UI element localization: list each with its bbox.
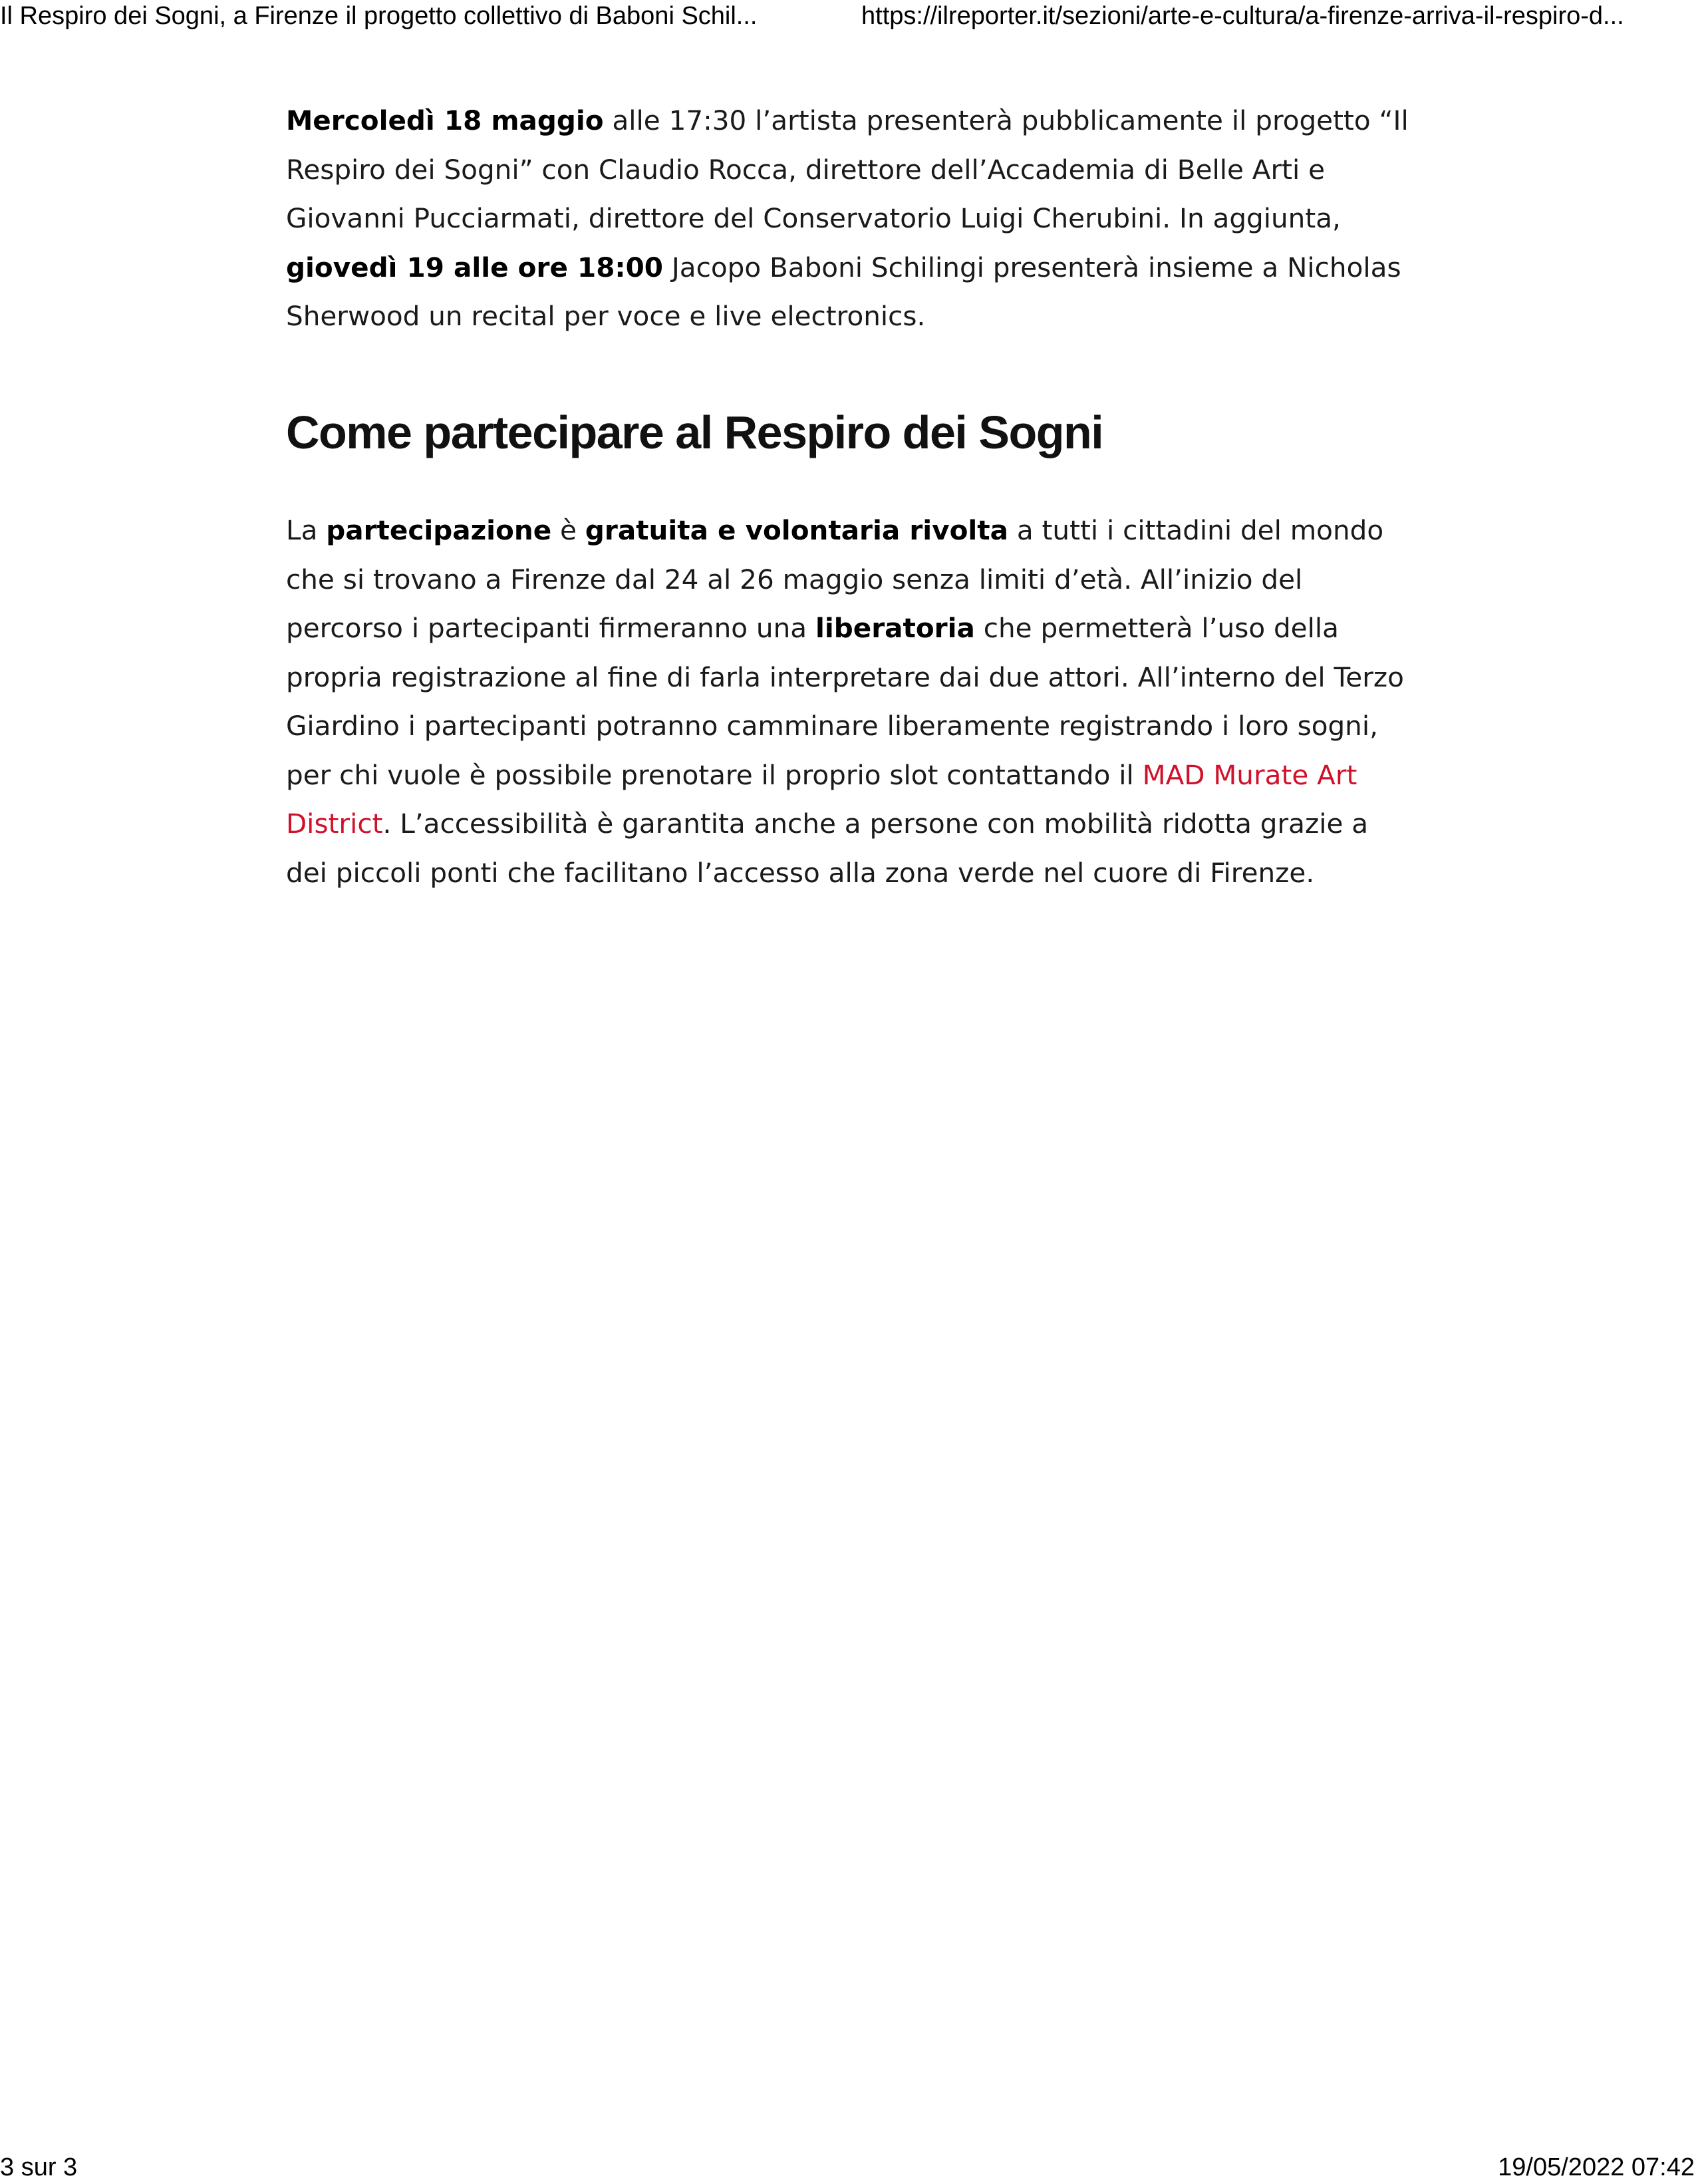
paragraph-text: a tutti i cittadini del mondo che si trovano a Firenze dal 24 al 26 maggio senza limiti d’età. All’inizio del percorso i partecipanti firmeranno una bbox=[286, 514, 1384, 644]
bold-date: Mercoledì 18 maggio bbox=[286, 104, 604, 136]
page-number: 3 sur 3 bbox=[0, 2153, 78, 2181]
paragraph-text: alle 17:30 l’artista presenterà pubblicamente il progetto “Il Respiro dei Sogni” con Claudio Rocca, direttore dell’Accademia di Belle Arti e Giovanni Pucciarmati, direttore del Conservatorio Luigi Cherubini. In aggiunta, bbox=[286, 104, 1409, 234]
print-header bbox=[0, 0, 1696, 33]
bold-participation: partecipazione bbox=[326, 514, 552, 546]
page-url: https://ilreporter.it/sezioni/arte-e-cultura/a-firenze-arriva-il-respiro-d... bbox=[861, 2, 1624, 30]
page-title: Il Respiro dei Sogni, a Firenze il progetto collettivo di Baboni Schil... bbox=[0, 2, 758, 30]
paragraph-text: Jacopo Baboni Schilingi presenterà insieme a Nicholas Sherwood un recital per voce e live electronics. bbox=[286, 251, 1401, 332]
print-datetime: 19/05/2022 07:42 bbox=[1498, 2153, 1695, 2181]
bold-free-voluntary: gratuita e volontaria rivolta bbox=[585, 514, 1008, 546]
bold-release: liberatoria bbox=[815, 612, 975, 644]
participation-paragraph bbox=[286, 506, 1410, 897]
mad-murate-link[interactable]: MAD Murate Art District bbox=[286, 758, 1357, 840]
event-paragraph bbox=[286, 96, 1410, 341]
section-heading: Come partecipare al Respiro dei Sogni bbox=[286, 406, 1103, 458]
paragraph-text: che permetterà l’uso della propria registrazione al fine di farla interpretare dai due attori. All’interno del Terzo Giardino i partecipanti potranno camminare liberamente registrando i loro sogni, per chi vuole è possibile prenotare il proprio slot contattando il bbox=[286, 612, 1404, 791]
paragraph-text: è bbox=[551, 514, 585, 546]
paragraph-text: . L’accessibilità è garantita anche a persone con mobilità ridotta grazie a dei piccoli ponti che facilitano l’accesso alla zona verde nel cuore di Firenze. bbox=[286, 808, 1369, 889]
paragraph-text: La bbox=[286, 514, 327, 546]
print-footer bbox=[0, 2151, 1696, 2183]
bold-time: giovedì 19 alle ore 18:00 bbox=[286, 251, 663, 283]
